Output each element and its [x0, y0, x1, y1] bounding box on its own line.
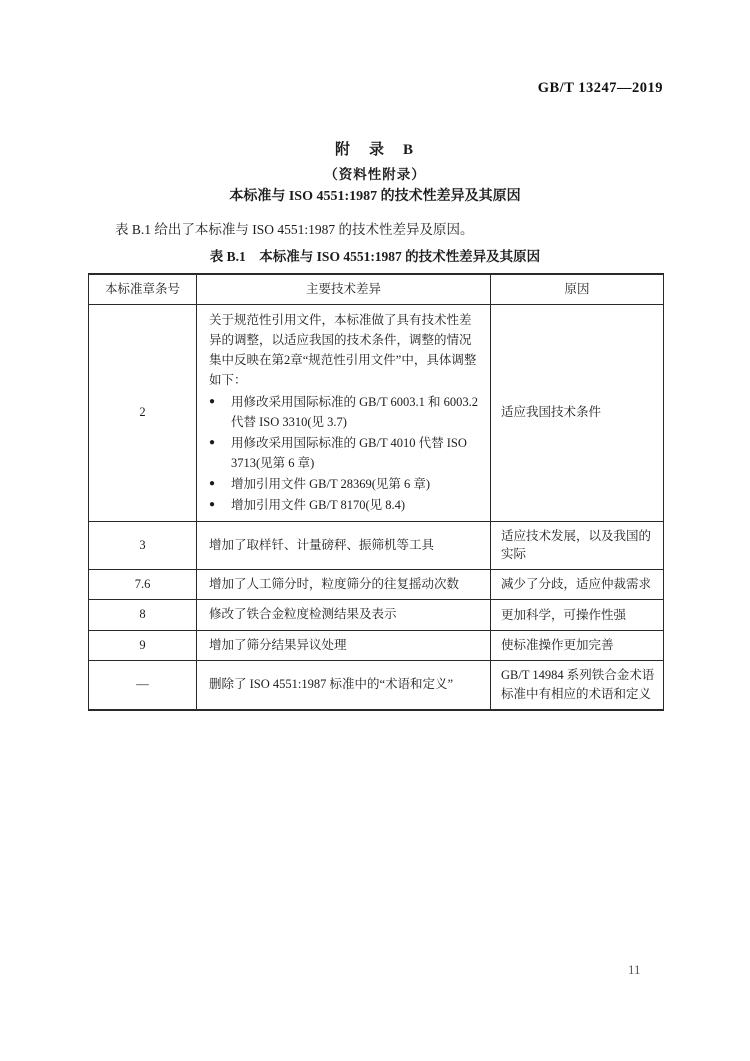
technical-differences-table	[88, 273, 664, 711]
list-item	[209, 474, 480, 494]
difference-cell: 增加了人工筛分时，粒度筛分的往复摇动次数	[197, 570, 491, 600]
reason-cell: GB/T 14984 系列铁合金术语标准中有相应的术语和定义	[491, 661, 664, 710]
table-row	[89, 661, 664, 710]
table-row	[89, 521, 664, 570]
difference-cell: 增加了筛分结果异议处理	[197, 630, 491, 660]
bullet-icon: ●	[209, 477, 216, 489]
clause-number: —	[89, 661, 197, 710]
clause-number: 2	[89, 304, 197, 521]
bullet-icon: ●	[209, 395, 216, 407]
bullet-text: 增加引用文件 GB/T 8170(见 8.4)	[231, 497, 406, 512]
header-difference: 主要技术差异	[197, 274, 491, 304]
page-number: 11	[628, 962, 641, 977]
difference-bullet-list	[209, 392, 480, 515]
clause-number: 9	[89, 630, 197, 660]
clause-number: 3	[89, 521, 197, 570]
difference-intro: 关于规范性引用文件，本标准做了具有技术性差异的调整，以适应我国的技术条件，调整的情况集中反映在第2章“规范性引用文件”中，具体调整如下：	[209, 312, 477, 387]
table-row	[89, 630, 664, 660]
header-reason: 原因	[491, 274, 664, 304]
list-item	[209, 495, 480, 515]
reason-cell: 使标准操作更加完善	[491, 630, 664, 660]
appendix-title: 附 录 B	[334, 142, 415, 158]
bullet-text: 用修改采用国际标准的 GB/T 6003.1 和 6003.2 代替 ISO 3310(见 3.7)	[231, 394, 478, 429]
appendix-subtitle: （资料性附录）	[324, 167, 426, 182]
header-clause: 本标准章条号	[89, 274, 197, 304]
intro-paragraph: 表 B.1 给出了本标准与 ISO 4551:1987 的技术性差异及原因。	[115, 222, 474, 237]
difference-cell	[197, 304, 491, 521]
table-row	[89, 600, 664, 630]
bullet-text: 用修改采用国际标准的 GB/T 4010 代替 ISO 3713(见第 6 章)	[231, 435, 467, 470]
clause-number: 7.6	[89, 570, 197, 600]
table-caption: 表 B.1 本标准与 ISO 4551:1987 的技术性差异及其原因	[209, 249, 541, 264]
list-item	[209, 392, 480, 432]
difference-cell: 修改了铁合金粒度检测结果及表示	[197, 600, 491, 630]
difference-cell: 增加了取样钎、计量磅秤、振筛机等工具	[197, 521, 491, 570]
bullet-text: 增加引用文件 GB/T 28369(见第 6 章)	[231, 476, 431, 491]
bullet-icon: ●	[209, 436, 216, 448]
difference-cell: 删除了 ISO 4551:1987 标准中的“术语和定义”	[197, 661, 491, 710]
reason-cell: 适应我国技术条件	[491, 304, 664, 521]
appendix-heading: 本标准与 ISO 4551:1987 的技术性差异及其原因	[229, 189, 521, 204]
table-row	[89, 570, 664, 600]
bullet-icon: ●	[209, 498, 216, 510]
table-row	[89, 304, 664, 521]
list-item	[209, 433, 480, 473]
clause-number: 8	[89, 600, 197, 630]
reason-cell: 适应技术发展，以及我国的实际	[491, 521, 664, 570]
standard-code-header: GB/T 13247—2019	[537, 80, 663, 96]
table-header-row	[89, 274, 664, 304]
reason-cell: 更加科学，可操作性强	[491, 600, 664, 630]
reason-cell: 减少了分歧，适应仲裁需求	[491, 570, 664, 600]
